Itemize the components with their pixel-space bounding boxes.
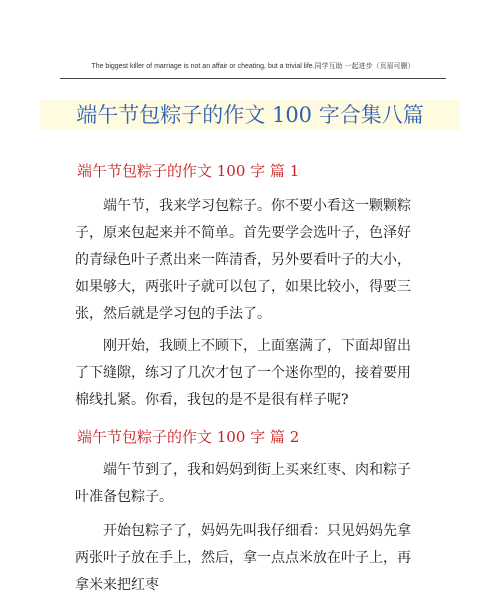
paragraph-2-1: 端午节到了，我和妈妈到街上买来红枣、肉和粽子叶准备包粽子。 <box>75 462 411 505</box>
paragraph-2-2: 开始包粽子了，妈妈先叫我仔细看：只见妈妈先拿两张叶子放在手上，然后，拿一点点米放在叶子上，再拿米来把红枣 <box>75 523 411 593</box>
document-title: 端午节包粽子的作文 100 字合集八篇 <box>40 100 460 130</box>
paragraph-1-2: 刚开始，我顾上不顾下，上面塞满了，下面却留出了下缝隙，练习了几次才包了一个迷你型的，接着要用棉线扎紧。你看，我包的是不是很有样子呢? <box>75 338 411 408</box>
paragraph-1-1: 端午节，我来学习包粽子。你不要小看这一颗颗粽子，原来包起来并不简单。首先要学会选叶子，色泽好的青绿色叶子煮出来一阵清香，另外要看叶子的大小，如果够大，两张叶子就可以包了，如果比较小，得要三张，然后就是学习包的手法了。 <box>75 198 411 322</box>
header-divider <box>60 78 446 79</box>
page-header: The biggest killer of marriage is not an affair or cheating, but a trivial life.同学互助 一起进步（页眉可删） <box>91 63 415 70</box>
section-heading-1: 端午节包粽子的作文 100 字 篇 1 <box>77 162 300 180</box>
section-heading-2: 端午节包粽子的作文 100 字 篇 2 <box>77 428 300 446</box>
